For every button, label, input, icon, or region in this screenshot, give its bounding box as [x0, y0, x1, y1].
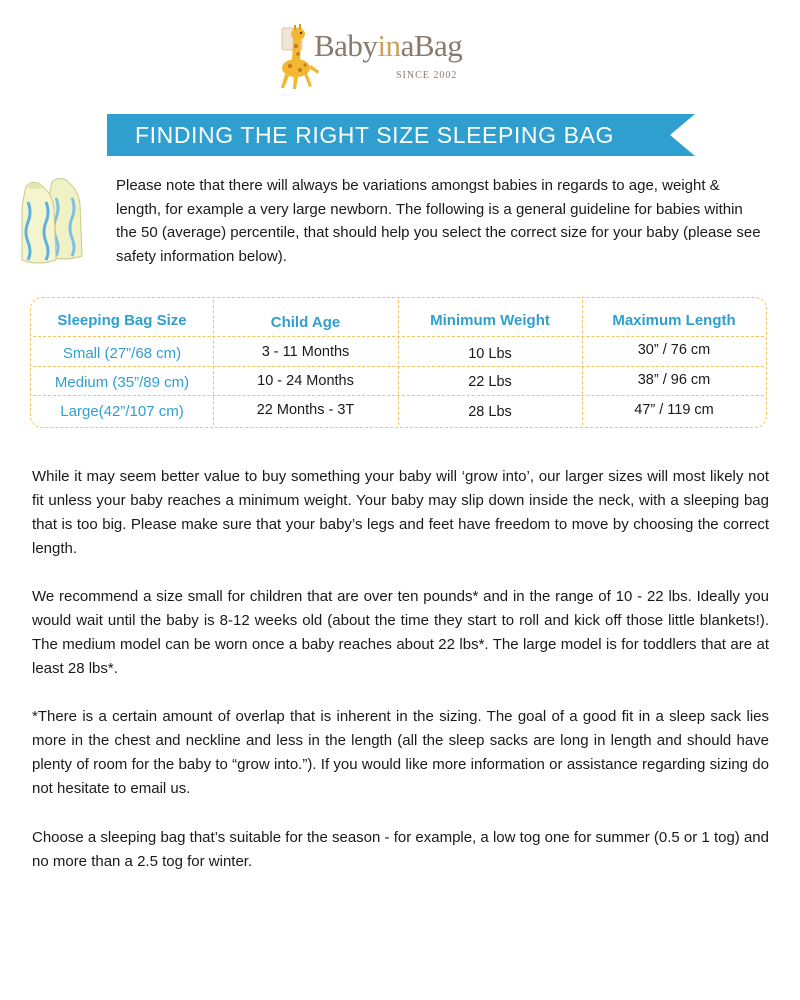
table-cell-age: 3 - 11 Months — [261, 344, 350, 360]
header-length: Maximum Length — [612, 312, 736, 329]
table-cell-size: Medium (35”/89 cm) — [54, 374, 190, 391]
body-paragraph: *There is a certain amount of overlap that is inherent in the sizing. The goal of a good fit in a sleep sack lies more in the chest and neckline and less in the length (all the sleep sacks are long in length and should have plenty of room for the baby to “grow into.”). If you would like more information or assistance regarding sizing do not hesitate to email us. — [32, 708, 769, 797]
table-cell-weight: 28 Lbs — [468, 404, 512, 420]
table-cell-length: 47” / 119 cm — [634, 402, 714, 418]
header-size: Sleeping Bag Size — [57, 312, 187, 329]
brand-logo — [276, 22, 526, 92]
body-paragraph: While it may seem better value to buy something your baby will ‘grow into’, our larger sizes will most likely not fit unless your baby reaches a minimum weight. Your baby may slip down inside the neck, with a sleeping bag that is too big. Please make sure that your baby’s legs and feet have freedom to move by choosing the correct length. — [32, 468, 769, 557]
brand-since: SINCE 2002 — [396, 70, 458, 81]
table-cell-weight: 22 Lbs — [468, 374, 512, 390]
size-guide-table — [30, 297, 767, 428]
brand-name-part: Baby — [314, 28, 378, 63]
table-cell-weight: 10 Lbs — [468, 346, 512, 362]
brand-name — [314, 28, 462, 64]
table-row-divider — [33, 336, 764, 337]
header-age: Child Age — [270, 314, 341, 331]
table-row-divider — [33, 366, 764, 367]
brand-name-part: aBag — [400, 28, 463, 63]
body-paragraph: Choose a sleeping bag that’s suitable for the season - for example, a low tog one for summer (0.5 or 1 tog) and no more than a 2.5 tog for winter. — [32, 829, 769, 870]
sleeping-bag-image — [12, 174, 104, 266]
table-cell-age: 22 Months - 3T — [256, 402, 355, 418]
table-cell-age: 10 - 24 Months — [257, 373, 354, 389]
table-cell-size: Small (27”/68 cm) — [62, 345, 182, 362]
table-cell-size: Large(42”/107 cm) — [60, 403, 184, 420]
brand-name-part: in — [377, 28, 401, 63]
table-cell-length: 38” / 96 cm — [637, 372, 711, 388]
table-cell-length: 30” / 76 cm — [637, 342, 711, 358]
table-row-divider — [33, 395, 764, 396]
banner-title: FINDING THE RIGHT SIZE SLEEPING BAG — [135, 122, 614, 148]
intro-paragraph: Please note that there will always be variations amongst babies in regards to age, weight & length, for example a very large newborn. The following is a general guideline for babies within the 50 (average) percentile, that should help you select the correct size for your baby (please see safety information below). — [116, 177, 761, 265]
section-banner — [107, 114, 695, 156]
body-paragraph: We recommend a size small for children that are over ten pounds* and in the range of 10 - 22 lbs. Ideally you would wait until the baby is 8-12 weeks old (about the time they start to roll and kick off those little blankets!). The medium model can be worn once a baby reaches about 22 lbs*. The large model is for toddlers that are at least 28 lbs*. — [32, 588, 769, 677]
header-weight: Minimum Weight — [430, 312, 550, 329]
